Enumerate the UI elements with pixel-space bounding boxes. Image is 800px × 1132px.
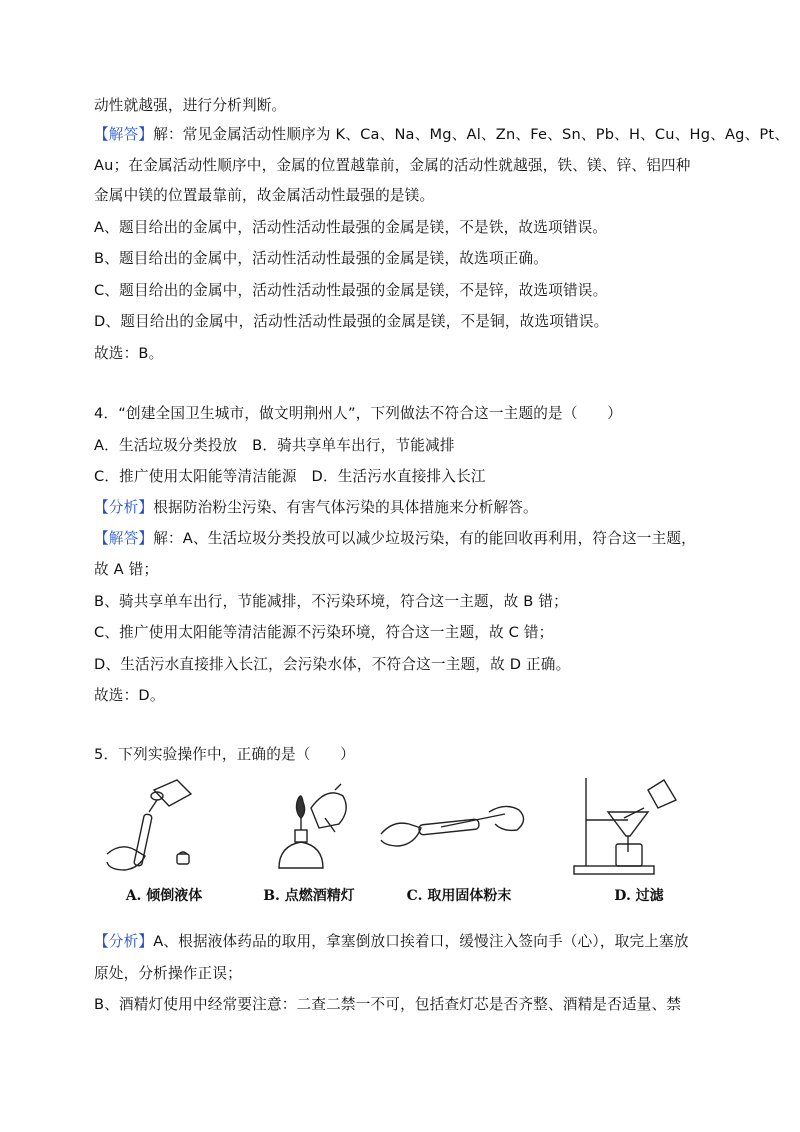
figure-caption-d: D. 过滤 xyxy=(614,888,664,904)
text-line xyxy=(94,529,696,549)
text-line xyxy=(94,125,789,145)
answer-tag: 【解答】 xyxy=(94,530,154,547)
text-line: 原处，分析操作正误； xyxy=(94,965,242,982)
text-line: 动性就越强，进行分析判断。 xyxy=(94,97,287,114)
text-span: 根据防治粉尘污染、有害气体污染的具体措施来分析解答。 xyxy=(153,499,538,516)
text-line: C、推广使用太阳能等清洁能源不污染环境，符合这一主题，故 C 错； xyxy=(94,624,554,641)
question-4: 4．“创建全国卫生城市，做文明荆州人”，下列做法不符合这一主题的是（ ） xyxy=(94,405,622,422)
figure-caption-b: B. 点燃酒精灯 xyxy=(263,888,355,904)
lab-operations-figure xyxy=(94,772,714,907)
text-line: B、酒精灯使用中经常要注意：二查二禁一不可，包括查灯芯是否齐整、酒精是否适量、禁 xyxy=(94,996,682,1013)
text-line: B、骑共享单车出行，节能减排，不污染环境，符合这一主题，故 B 错； xyxy=(94,593,568,610)
text-line xyxy=(94,498,538,518)
text-line: 金属中镁的位置最靠前，故金属活动性最强的是镁。 xyxy=(94,187,435,204)
text-line: B、题目给出的金属中，活动性活动性最强的金属是镁，故选项正确。 xyxy=(94,250,549,267)
analysis-tag: 【分析】 xyxy=(94,933,154,950)
text-line xyxy=(94,932,689,952)
text-line: 故选：B。 xyxy=(94,345,164,362)
text-line: 故 A 错； xyxy=(94,561,159,578)
figure-panel-a xyxy=(99,772,229,907)
analysis-tag: 【分析】 xyxy=(94,499,154,516)
text-span: 解：A、生活垃圾分类投放可以减少垃圾污染，有的能回收再利用，符合这一主题， xyxy=(153,530,696,547)
option-line: A．生活垃圾分类投放 B．骑共享单车出行，节能减排 xyxy=(94,437,455,454)
text-line: D、生活污水直接排入长江，会污染水体，不符合这一主题，故 D 正确。 xyxy=(94,656,571,673)
option-line: C．推广使用太阳能等清洁能源 D．生活污水直接排入长江 xyxy=(94,468,486,485)
answer-tag: 【解答】 xyxy=(94,126,154,143)
text-line: 故选：D。 xyxy=(94,687,165,704)
text-span: 解：常见金属活动性顺序为 K、Ca、Na、Mg、Al、Zn、Fe、Sn、Pb、H、Cu、Hg、Ag、Pt、 xyxy=(153,126,790,143)
question-5: 5．下列实验操作中，正确的是（ ） xyxy=(94,746,355,763)
figure-panel-c xyxy=(379,772,539,907)
text-line: Au；在金属活动性顺序中，金属的位置越靠前，金属的活动性就越强，铁、镁、锌、铝四种 xyxy=(94,157,691,174)
figure-panel-b xyxy=(239,772,379,907)
figure-caption-a: A. 倾倒液体 xyxy=(125,888,203,904)
text-line: A、题目给出的金属中，活动性活动性最强的金属是镁，不是铁，故选项错误。 xyxy=(94,219,608,236)
figure-caption-c: C. 取用固体粉末 xyxy=(406,888,512,904)
text-line: D、题目给出的金属中，活动性活动性最强的金属是镁，不是铜，故选项错误。 xyxy=(94,313,609,330)
text-line: C、题目给出的金属中，活动性活动性最强的金属是镁，不是锌，故选项错误。 xyxy=(94,282,608,299)
text-span: A、根据液体药品的取用，拿塞倒放口挨着口，缓慢注入签向手（心），取完上塞放 xyxy=(153,933,689,950)
figure-panel-d xyxy=(564,772,714,907)
